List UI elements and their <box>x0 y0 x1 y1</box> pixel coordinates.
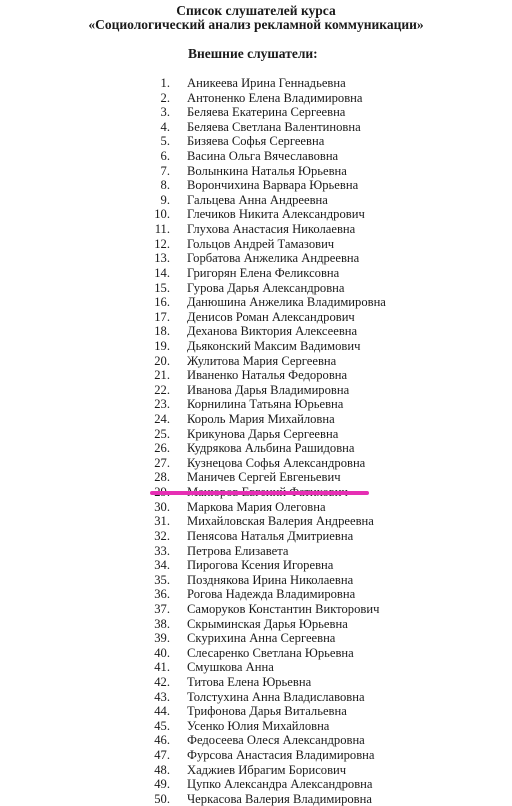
list-item-name: Глечиков Никита Александрович <box>187 207 365 222</box>
list-item <box>0 704 512 719</box>
list-item <box>0 777 512 792</box>
list-item <box>0 646 512 661</box>
list-item <box>0 164 512 179</box>
list-item-number: 13. <box>154 251 170 266</box>
list-item-name: Михайловская Валерия Андреевна <box>187 514 374 529</box>
list-item <box>0 149 512 164</box>
list-item <box>0 193 512 208</box>
list-item-number: 43. <box>154 689 170 704</box>
list-item-number: 35. <box>154 572 170 587</box>
list-item-name: Глухова Анастасия Николаевна <box>187 222 356 237</box>
list-item <box>0 368 512 383</box>
list-item-name: Иваненко Наталья Федоровна <box>187 368 348 383</box>
list-item <box>0 529 512 544</box>
list-item <box>0 105 512 120</box>
list-item-number: 27. <box>154 455 170 470</box>
list-item <box>0 544 512 559</box>
list-item-number: 39. <box>154 631 170 646</box>
list-item-name: Хаджиев Ибрагим Борисович <box>187 762 347 777</box>
list-item-name: Позднякова Ирина Николаевна <box>187 572 354 587</box>
list-item-name: Маркова Мария Олеговна <box>187 499 326 514</box>
list-item-number: 18. <box>154 324 170 339</box>
list-item-number: 37. <box>154 601 170 616</box>
list-item-number: 5. <box>160 134 170 149</box>
list-item <box>0 748 512 763</box>
list-item-name: Толстухина Анна Владиславовна <box>187 689 365 704</box>
list-item-number: 31. <box>154 514 170 529</box>
highlight-underline <box>150 491 369 495</box>
list-item-name: Бизяева Софья Сергеевна <box>187 134 325 149</box>
list-item <box>0 339 512 354</box>
list-item-name: Григорян Елена Феликсовна <box>187 265 340 280</box>
list-item-number: 11. <box>154 222 170 237</box>
list-item-number: 41. <box>154 660 170 675</box>
list-item <box>0 237 512 252</box>
list-item-number: 22. <box>154 382 170 397</box>
list-item-name: Васина Ольга Вячеславовна <box>187 149 339 164</box>
list-item-name: Цупко Александра Александровна <box>187 777 373 792</box>
list-item-number: 7. <box>160 163 170 178</box>
list-item <box>0 690 512 705</box>
list-item-name: Пенясова Наталья Дмитриевна <box>187 528 354 543</box>
list-item-number: 16. <box>154 295 170 310</box>
list-item-number: 44. <box>154 704 170 719</box>
list-item-name: Данюшина Анжелика Владимировна <box>187 295 386 310</box>
list-item <box>0 120 512 135</box>
list-item-name: Гурова Дарья Александровна <box>187 280 345 295</box>
list-item-name: Рогова Надежда Владимировна <box>187 587 356 602</box>
list-item-name: Иванова Дарья Владимировна <box>187 382 350 397</box>
list-item-number: 49. <box>154 777 170 792</box>
list-item-name: Скрыминская Дарья Юрьевна <box>187 616 348 631</box>
list-item <box>0 412 512 427</box>
list-item-name: Деханова Виктория Алексеевна <box>187 324 358 339</box>
student-list <box>0 76 512 806</box>
list-item-number: 21. <box>154 368 170 383</box>
list-item-number: 36. <box>154 587 170 602</box>
list-item-number: 42. <box>154 674 170 689</box>
list-item-number: 14. <box>154 265 170 280</box>
list-item-name: Фурсова Анастасия Владимировна <box>187 748 375 763</box>
list-item-name: Черкасова Валерия Владимировна <box>187 791 372 806</box>
list-item-number: 33. <box>154 543 170 558</box>
list-item <box>0 587 512 602</box>
list-item-number: 17. <box>154 309 170 324</box>
list-item-name: Кудрякова Альбина Рашидовна <box>187 441 355 456</box>
list-item-name: Усенко Юлия Михайловна <box>187 718 330 733</box>
list-item-number: 26. <box>154 441 170 456</box>
list-item-name: Пирогова Ксения Игоревна <box>187 558 334 573</box>
list-item-name: Кузнецова Софья Александровна <box>187 455 366 470</box>
list-item <box>0 763 512 778</box>
list-item-number: 12. <box>154 236 170 251</box>
list-item-name: Федосеева Олеся Александровна <box>187 733 365 748</box>
list-item <box>0 383 512 398</box>
list-item-number: 8. <box>160 178 170 193</box>
list-item-number: 40. <box>154 645 170 660</box>
list-item-name: Маничев Сергей Евгеньевич <box>187 470 341 485</box>
list-item-name: Гальцева Анна Андреевна <box>187 192 328 207</box>
list-item <box>0 76 512 91</box>
list-item-name: Трифонова Дарья Витальевна <box>187 704 347 719</box>
list-item-number: 1. <box>160 76 170 90</box>
list-item <box>0 207 512 222</box>
list-item-number: 50. <box>154 791 170 806</box>
list-item-name: Скурихина Анна Сергеевна <box>187 631 336 646</box>
list-item-name: Горбатова Анжелика Андреевна <box>187 251 360 266</box>
list-item <box>0 500 512 515</box>
list-item-name: Король Мария Михайловна <box>187 412 335 427</box>
list-item <box>0 573 512 588</box>
list-item <box>0 631 512 646</box>
list-item-name: Петрова Елизавета <box>187 543 289 558</box>
list-item-number: 32. <box>154 528 170 543</box>
list-item <box>0 660 512 675</box>
list-item <box>0 470 512 485</box>
list-item <box>0 514 512 529</box>
list-item <box>0 266 512 281</box>
list-item <box>0 719 512 734</box>
list-item-name: Слесаренко Светлана Юрьевна <box>187 645 354 660</box>
list-item-number: 46. <box>154 733 170 748</box>
list-item <box>0 558 512 573</box>
list-item-number: 24. <box>154 412 170 427</box>
list-item <box>0 281 512 296</box>
list-item-number: 25. <box>154 426 170 441</box>
list-item <box>0 792 512 806</box>
list-item <box>0 295 512 310</box>
list-item <box>0 397 512 412</box>
list-item <box>0 354 512 369</box>
list-item <box>0 251 512 266</box>
list-item-name: Беляева Екатерина Сергеевна <box>187 105 346 120</box>
document-title: Список слушателей курса <box>176 3 336 18</box>
list-item <box>0 91 512 106</box>
list-item-number: 2. <box>160 90 170 105</box>
list-item-number: 20. <box>154 353 170 368</box>
list-item <box>0 456 512 471</box>
list-item-name: Антоненко Елена Владимировна <box>187 90 363 105</box>
list-item-number: 47. <box>154 748 170 763</box>
list-item-number: 10. <box>154 207 170 222</box>
list-item-number: 38. <box>154 616 170 631</box>
list-item <box>0 178 512 193</box>
list-item-name: Крикунова Дарья Сергеевна <box>187 426 339 441</box>
list-item-number: 9. <box>160 192 170 207</box>
list-item-name: Беляева Светлана Валентиновна <box>187 119 361 134</box>
list-item <box>0 441 512 456</box>
list-item <box>0 310 512 325</box>
list-item-number: 15. <box>154 280 170 295</box>
list-item-name: Денисов Роман Александрович <box>187 309 355 324</box>
list-item-number: 4. <box>160 119 170 134</box>
section-heading: Внешние слушатели: <box>188 46 318 61</box>
list-item-number: 34. <box>154 558 170 573</box>
list-item-number: 28. <box>154 470 170 485</box>
list-item-name: Саморуков Константин Викторович <box>187 601 380 616</box>
list-item-name: Гольцов Андрей Тамазович <box>187 236 335 251</box>
list-item-number: 3. <box>160 105 170 120</box>
list-item-name: Дьяконский Максим Вадимович <box>187 338 361 353</box>
list-item-number: 19. <box>154 338 170 353</box>
list-item-name: Ворончихина Варвара Юрьевна <box>187 178 359 193</box>
list-item <box>0 675 512 690</box>
list-item <box>0 134 512 149</box>
list-item <box>0 222 512 237</box>
list-item-name: Смушкова Анна <box>187 660 274 675</box>
list-item-number: 6. <box>160 149 170 164</box>
list-item <box>0 733 512 748</box>
list-item-name: Корнилина Татьяна Юрьевна <box>187 397 344 412</box>
list-item <box>0 617 512 632</box>
course-name: «Социологический анализ рекламной коммуникации» <box>88 17 424 32</box>
list-item-name: Титова Елена Юрьевна <box>187 674 312 689</box>
list-item-number: 48. <box>154 762 170 777</box>
list-item-number: 30. <box>154 499 170 514</box>
list-item <box>0 324 512 339</box>
list-item-number: 45. <box>154 718 170 733</box>
list-item <box>0 427 512 442</box>
list-item-number: 23. <box>154 397 170 412</box>
list-item-name: Аникеева Ирина Геннадьевна <box>187 76 346 90</box>
list-item-name: Жулитова Мария Сергеевна <box>187 353 337 368</box>
list-item-name: Волынкина Наталья Юрьевна <box>187 163 347 178</box>
list-item <box>0 602 512 617</box>
